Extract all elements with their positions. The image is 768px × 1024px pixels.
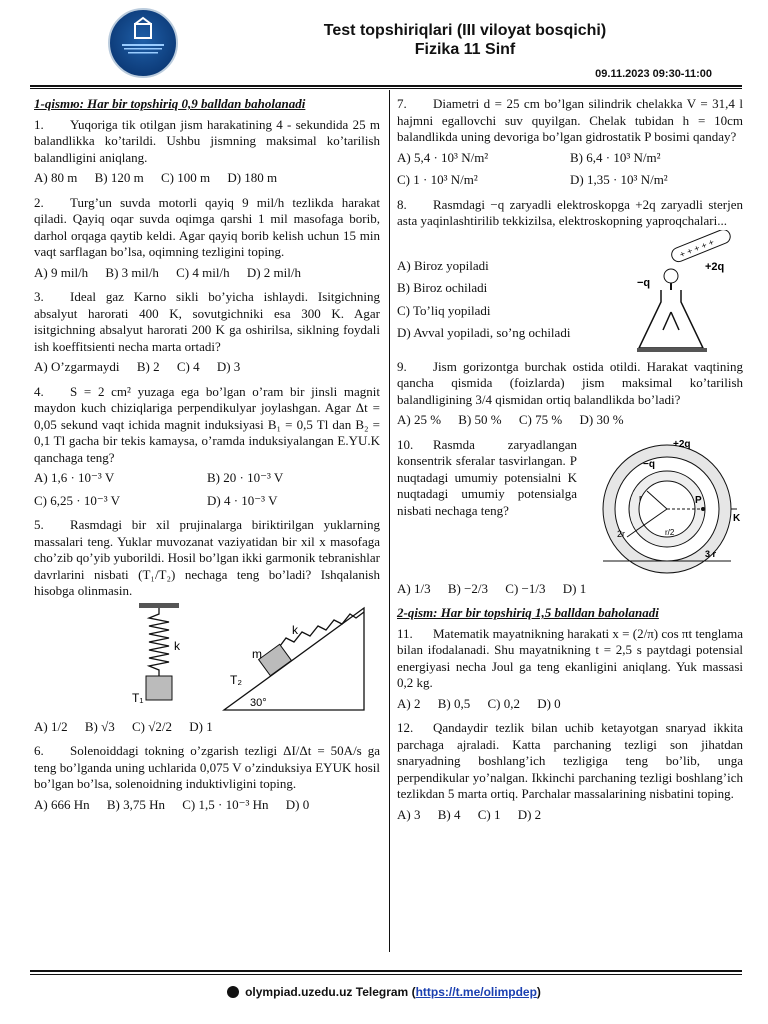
question-text: S = 2 cm² yuzaga ega bo’lgan o’ram bir jinsli magnit maydon kuch chiziqlariga perpendikulyar joylashgan. Agar Δt = 0,05 sekund vaqt ichida magnit induksiyasi B₁ = 0,5 Tl dan B₂ = 0,1 Tl gacha bir tekis kamaysa, o’ramda induksiyalangan E.YU.K qanchaga teng? (34, 383, 380, 465)
option: A) O’zgarmaydi (34, 359, 120, 374)
answer-options (397, 696, 743, 713)
option: C) 1 · 10³ N/m² (397, 172, 478, 187)
option: B) Biroz ochiladi (397, 280, 488, 295)
option: C) 4 (176, 359, 200, 374)
option: B) 20 · 10⁻³ V (207, 470, 284, 485)
column-separator (389, 90, 390, 952)
option: A) 80 m (34, 170, 78, 185)
option: A) Biroz yopiladi (397, 257, 489, 273)
label-t1: T₁ (132, 690, 144, 705)
mass-label: m (252, 646, 262, 661)
bottom-rule (30, 970, 742, 972)
option: A) 666 Hn (34, 796, 90, 812)
question-8: 8. Rasmdagi −q zaryadli elektroskopga +2q zaryadli sterjen asta yaqinlashtirilib tekkizilsa, elektroskopning yaproqchalari... A) Biroz yopiladi B) Biroz ochiladi C) To’liq yopiladi D) Avval yopiladi, so’ng ochiladi + + + + + +2q −q (397, 197, 743, 355)
option: B) 120 m (94, 170, 144, 185)
page-title: Test topshiriqlari (III viloyat bosqichi) (323, 22, 607, 39)
spring-incline-figure (34, 600, 380, 715)
point-k-label: K (733, 512, 741, 524)
answer-options (397, 412, 743, 429)
radius-3r-label: 3 r (705, 548, 717, 559)
svg-text:+ + + + +: + + + + + (678, 236, 716, 260)
question-6: 6. Solenoiddagi tokning o’zgarish tezligi ΔI/Δt = 50A/s ga teng bo’lganda uning uchlarida 0,075 V o’zinduksiya EYUK hosil bo’lgan bo’lsa, solenoidning induktivligini toping. A) 666 Hn B) 3,75 Hn C) 1,5 · 10⁻³ Hn D) 0 (34, 743, 380, 812)
option: C) To’liq yopiladi (397, 302, 491, 318)
question-11: 11. Matematik mayatnikning harakati x = (2/π) cos πt tenglama bilan ifodalanadi. Shu mayatnikning t = 2,5 s paytdagi potensial energiyasi necha Joul ga teng ekanligini aniqlang. Yuk massasi 0,2 kg. A) 2 B) 0,5 C) 0,2 D) 0 (397, 625, 743, 711)
option: A) 2 (397, 695, 421, 711)
option: C) √2/2 (131, 718, 172, 734)
option: D) 2 mil/h (246, 264, 301, 280)
question-4: 4. S = 2 cm² yuzaga ega bo’lgan o’ram bir jinsli magnit maydon kuch chiziqlariga perpendikulyar joylashgan. Agar Δt = 0,05 sekund vaqt ichida magnit induksiyasi B₁ = 0,5 Tl dan B₂ = 0,1 Tl gacha bir tekis kamaysa, o’ramda induksiyalangan E.YU.K qanchaga teng? A) 1,6 · 10⁻³ V B) 20 · 10⁻³ V C) 6,25 · 10⁻³ V D) 4 · 10⁻³ V (34, 383, 380, 508)
question-text: Rasmda zaryadlangan konsentrik sferalar tasvirlangan. P nuqtadagi umumiy potensialni K nuqtadagi umumiy potensialga nisbati nechaga teng? (397, 436, 577, 518)
question-7: 7. Diametri d = 25 cm bo’lgan silindrik chelakka V = 31,4 l hajmni egallovchi suv quyilgan. Chelak tubidan h = 10cm balandlikda uning devoriga bo’lgan gidrostatik P bosimi qanday? A) 5,4 · 10³ N/m² B) 6,4 · 10³ N/m² C) 1 · 10³ N/m² D) 1,35 · 10³ N/m² (397, 96, 743, 187)
option: D) 2 (517, 806, 542, 822)
question-text: Solenoiddagi tokning o’zgarish tezligi ΔI/Δt = 50A/s ga teng bo’lganda uning uchlarida 0,075 V o’zinduksiya EYUK hosil bo’lgan bo’lsa, solenoidning induktivligini toping. (34, 743, 380, 791)
half-r-label: r/2 (665, 527, 675, 537)
answer-options (34, 719, 380, 736)
option: A) 5,4 · 10³ N/m² (397, 149, 489, 165)
question-2: 2. Turg’un suvda motorli qayiq 9 mil/h tezlikda harakat qiladi. Qayiq oqar suvda oqimga qarshi 1 mil masofaga borib, darhol orqaga qaytib keldi. Agar qayiq borib kelish uchun 15 min vaqt sarflagan bo’lsa, oqimning tezligini toping. A) 9 mil/h B) 3 mil/h C) 4 mil/h D) 2 mil/h (34, 194, 380, 280)
question-text: Rasmdagi bir xil prujinalarga biriktirilgan yuklarning massalari teng. Yuklar muvozanat vaziyatidan bir xil x masofaga cho’zib qo’yib yuborildi. Hosil bo’lgan ikki garmonik tebranishlar davrlarini nisbati (T₁/T₂) nechaga teng bo’ladi? Ishqalanish hisobga olinmasin. (34, 517, 380, 598)
option: A) 1/3 (397, 580, 431, 596)
option: D) 1,35 · 10³ N/m² (570, 172, 668, 187)
option: B) 50 % (458, 412, 502, 427)
concentric-spheres-figure (577, 437, 743, 577)
top-rule-thin (30, 88, 742, 89)
answer-options (397, 150, 743, 189)
footer-site: olympiad.uzedu.uz (245, 985, 353, 999)
option: C) 1,5 · 10⁻³ Hn (182, 796, 269, 812)
option: D) 0 (537, 695, 561, 711)
spring-label-k1: k (174, 638, 180, 653)
option: A) 9 mil/h (34, 264, 89, 280)
option: B) 6,4 · 10³ N/m² (570, 149, 661, 165)
radius-r-label: r (639, 492, 642, 503)
option: D) 180 m (227, 170, 278, 185)
option: B) 0,5 (437, 695, 471, 711)
question-text: Jism gorizontga burchak ostida otildi. Harakat vaqtining qancha qismida (foizlarda) jism maksimal ko’tarilish balandligining 3/4 qismidan ortiq balandlikda bo’ladi? (397, 358, 743, 407)
question-3: 3. Ideal gaz Karno sikli bo’yicha ishlaydi. Isitgichning absalyut harorati 400 K, sovutgichniki esa 300 K. Agar isitgichning absalyut harorati 200 K ga oshirilsa, siklning foydali ish koeffitsienti necha marta ortadi? A) O’zgarmaydi B) 2 C) 4 D) 3 (34, 289, 380, 374)
option: B) −2/3 (447, 580, 489, 596)
label-t2: T₂ (230, 672, 242, 687)
option: B) √3 (84, 718, 115, 734)
option: A) 1,6 · 10⁻³ V (34, 470, 115, 485)
option: C) 0,2 (487, 695, 520, 711)
option: D) Avval yopiladi, so’ng ochiladi (397, 325, 571, 340)
option: D) 3 (216, 359, 241, 374)
answer-options (34, 470, 380, 509)
section-part1: 1-qismю: Har bir topshiriq 0,9 balldan baholanadi (34, 96, 306, 111)
question-text: Matematik mayatnikning harakati x = (2/π) cos πt tenglama bilan ifodalanadi. Shu mayatnikning t = 2,5 s paytdagi potensial energiyasi necha Joul ga teng ekanligini aniqlang. Yuk massasi 0,2 kg. (397, 625, 743, 690)
option: B) 3,75 Hn (106, 796, 165, 812)
answer-options (34, 359, 380, 376)
globe-icon (227, 986, 239, 998)
radius-2r-label: 2r (617, 528, 626, 539)
spring-label-k2: k (292, 622, 298, 637)
option: C) −1/3 (505, 580, 546, 596)
option: A) 25 % (397, 412, 442, 427)
option: A) 1/2 (34, 718, 68, 734)
question-9: 9. Jism gorizontga burchak ostida otildi. Harakat vaqtining qancha qismida (foizlarda) jism maksimal ko’tarilish balandligining 3/4 qismidan ortiq balandlikda bo’ladi? A) 25 % B) 50 % C) 75 % D) 30 % (397, 358, 743, 427)
right-column (397, 96, 743, 831)
question-text: Turg’un suvda motorli qayiq 9 mil/h tezlikda harakat qiladi. Qayiq oqar suvda oqimga qarshi 1 mil masofaga borib, darhol orqaga qaytib keldi. Agar qayiq borib kelish uchun 15 min vaqt sarflagan bo’lsa, oqimning tezligini toping. (34, 194, 380, 259)
telegram-link[interactable]: https://t.me/olimpdep (415, 985, 537, 999)
angle-label: 30° (250, 696, 267, 709)
top-rule (30, 85, 742, 87)
question-5: 5. Rasmdagi bir xil prujinalarga biriktirilgan yuklarning massalari teng. Yuklar muvozanat vaziyatidan bir xil x masofaga cho’zib qo’yib yuborildi. Hosil bo’lgan ikki garmonik tebranishlar davrlarini nisbati (T₁/T₂) nechaga teng bo’ladi? Ishqalanish hisobga olinmasin. k T₁ k m T₂ 30° A) 1/2 B) √3 C) √2/2 D) 1 (34, 517, 380, 734)
option: C) 4 mil/h (176, 264, 230, 280)
left-column (34, 96, 380, 821)
question-text: Yuqoriga tik otilgan jism harakatining 4 - sekundida 25 m balandlikka ko’tarildi. Ushbu jismning maksimal ko’tarilish balandligini aniqlang. (34, 116, 380, 165)
electroscope-figure (633, 230, 743, 355)
question-text: Ideal gaz Karno sikli bo’yicha ishlaydi. Isitgichning absalyut harorati 400 K, sovutgichniki esa 300 K. Agar isitgichning absalyut harorati 200 K ga oshirilsa, siklning foydali ish koeffitsienti necha marta ortadi? (34, 289, 380, 354)
option: B) 3 mil/h (105, 264, 159, 280)
answer-options (397, 581, 743, 598)
section-part2: 2-qism: Har bir topshiriq 1,5 balldan baholanadi (397, 605, 659, 620)
footer-telegram: Telegram (355, 985, 409, 999)
answer-options (397, 807, 743, 824)
scope-charge-label: −q (637, 276, 651, 289)
option: B) 4 (437, 806, 461, 822)
question-text: Qandaydir tezlik bilan uchib ketayotgan snaryad ikkita parchaga ajraladi. Katta parchaning tezligi son jihatdan snaryadning boshlang’ich tezligiga teng bo’lib, unga perpendikular yo’nalgan. Ikkinchi parchaning tezligi boshlang’ich tezlikdan 5 marta ortiq. Parchalar massalarining nisbatini toping. (397, 720, 743, 801)
question-12: 12. Qandaydir tezlik bilan uchib ketayotgan snaryad ikkita parchaga ajraladi. Katta parchaning tezligi son jihatdan snaryadning boshlang’ich tezligiga teng bo’lib, unga perpendikular yo’nalgan. Ikkinchi parchaning tezligi boshlang’ich tezlikdan 5 marta ortiq. Parchalar massalarining nisbatini toping. A) 3 B) 4 C) 1 D) 2 (397, 720, 743, 822)
option: D) 0 (285, 796, 310, 812)
point-p-label: P (695, 494, 702, 506)
question-text: Rasmdagi −q zaryadli elektroskopga +2q zaryadli sterjen asta yaqinlashtirilib tekkizilsa, elektroskopning yaproqchalari... (397, 196, 743, 228)
question-10: 10. Rasmda zaryadlangan konsentrik sferalar tasvirlangan. P nuqtadagi umumiy potensialni K nuqtadagi umumiy potensialga nisbati nechaga teng? +2q −q r P K 2r r/2 3 r A) 1/3 B) −2/3 C) −1/3 D) 1 (397, 437, 743, 598)
option: B) 2 (136, 359, 160, 374)
option: D) 4 · 10⁻³ V (207, 492, 278, 508)
option: C) 1 (477, 806, 501, 822)
question-text: Diametri d = 25 cm bo’lgan silindrik chelakka V = 31,4 l hajmni egallovchi suv quyilgan. Chelak tubidan h = 10cm balandlikda uning devoriga bo’lgan gidrostatik P bosimi qanday? (397, 96, 743, 144)
question-1: 1. Yuqoriga tik otilgan jism harakatining 4 - sekundida 25 m balandlikka ko’tarildi. Ushbu jismning maksimal ko’tarilish balandligini aniqlang. A) 80 m B) 120 m C) 100 m D) 180 m (34, 116, 380, 185)
answer-options (34, 170, 380, 187)
option: D) 1 (189, 718, 213, 734)
answer-options (397, 230, 633, 355)
outer-charge-label: +2q (673, 438, 691, 450)
answer-options (34, 797, 380, 814)
olympiad-logo (108, 8, 178, 78)
rod-charge-label: +2q (705, 260, 725, 273)
option: A) 3 (397, 806, 421, 822)
answer-options (34, 265, 380, 282)
option: C) 6,25 · 10⁻³ V (34, 492, 120, 508)
option: C) 100 m (160, 170, 211, 185)
logo-emblem-icon (110, 10, 176, 76)
footer: olympiad.uzedu.uz Telegram (https://t.me/olimpdep) (0, 985, 768, 999)
page-subtitle: Fizika 11 Sinf (414, 41, 516, 58)
inner-charge-label: −q (643, 458, 655, 470)
option: D) 1 (562, 580, 587, 596)
option: C) 75 % (518, 412, 563, 427)
exam-datetime: 09.11.2023 09:30-11:00 (595, 68, 712, 80)
option: D) 30 % (579, 412, 624, 427)
bottom-rule-thin (30, 974, 742, 975)
